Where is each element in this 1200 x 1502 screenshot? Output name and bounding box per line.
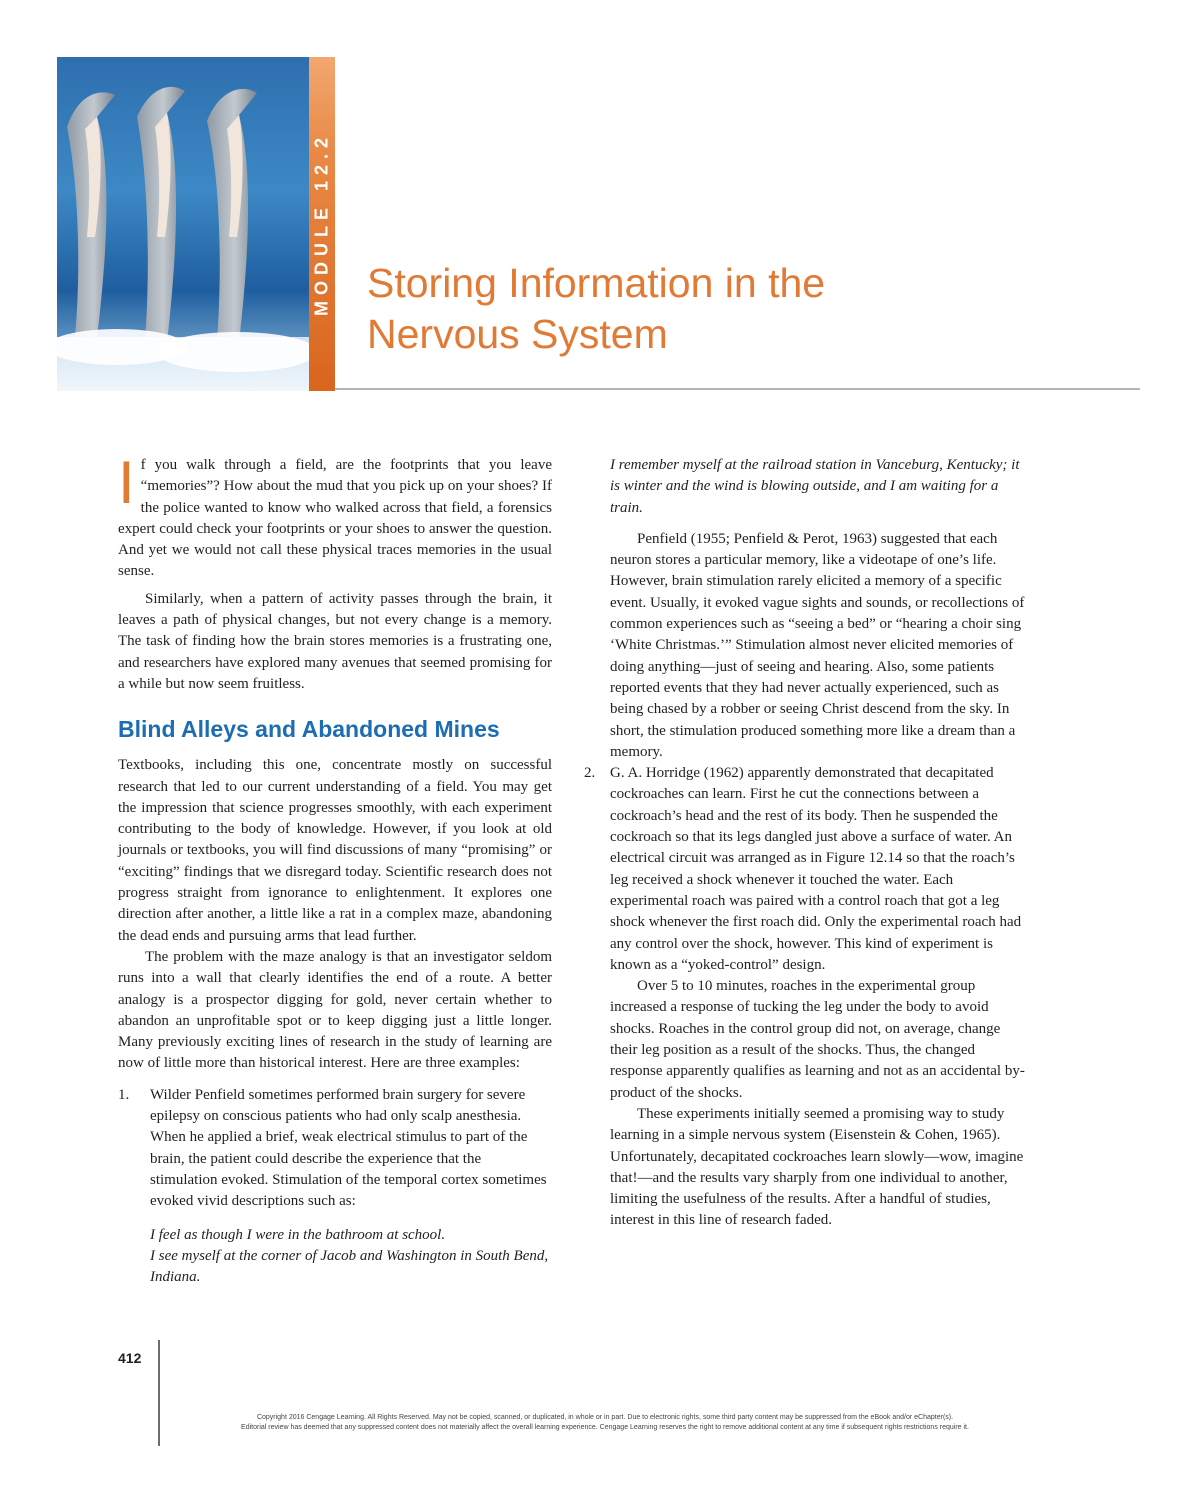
page-title xyxy=(367,258,1127,360)
paragraph: Textbooks, including this one, concentrate mostly on successful research that led to our current understanding of a field. You may get the impression that science progresses smoothly, with each experiment contributing to the body of knowledge. However, if you look at old journals or textbooks, you will find discussions of many “promising” or “exciting” findings that we disregard today. Scientific research does not progress straight from ignorance to enlightenment. It explores one direction after another, a little like a rat in a complex maze, abandoning the dead ends and pursuing arms that lead further. xyxy=(118,757,552,944)
quote: I see myself at the corner of Jacob and Washington in South Bend, Indiana. xyxy=(150,1247,549,1286)
paragraph: These experiments initially seemed a promising way to study learning in a simple nervous system (Eisenstein & Cohen, 1965). Unfortunately, decapitated cockroaches learn slowly—wow, imagine that!—and the results vary sharply from one individual to another, limiting the usefulness of the results. After a handful of studies, interest in this line of research faded. xyxy=(610,1105,1024,1229)
dolphins-photo xyxy=(57,57,309,391)
intro-text: f you walk through a field, are the footprints that you leave “memories”? How about the mud that you pick up on your shoes? If the police wanted to know who walked across that field, a forensics expert could check your footprints or your shoes to answer the question. And yet we would not call these physical traces memories in the usual sense. xyxy=(118,457,552,580)
paragraph: The problem with the maze analogy is that an investigator seldom runs into a wall that clearly identifies the end of a route. A better analogy is a prospector digging for gold, never certain whether to abandon an unprofitable spot or to keep digging just a little longer. Many previously exciting lines of research in the study of learning are now of little more than historical interest. Here are three examples: xyxy=(118,948,552,1072)
drop-cap: I xyxy=(118,449,135,516)
list-number: 2. xyxy=(584,765,596,782)
footer-divider xyxy=(158,1340,160,1446)
module-band xyxy=(309,57,335,391)
page-number: 412 xyxy=(118,1350,142,1366)
module-label: MODULE 12.2 xyxy=(311,131,332,317)
title-line-1: Storing Information in the xyxy=(367,260,826,306)
copyright-line-1: Copyright 2016 Cengage Learning. All Rights Reserved. May not be copied, scanned, or duplicated, in whole or in part. Due to electronic rights, some third party content may be suppressed from the eBook and/or eChapter(s). xyxy=(256,1414,954,1421)
paragraph: Similarly, when a pattern of activity passes through the brain, it leaves a path of physical changes, but not every change is a memory. The task of finding how the brain stores memories is a frustrating one, and researchers have explored many avenues that seemed promising for a while but now seem fruitless. xyxy=(118,590,552,692)
quote: I feel as though I were in the bathroom at school. xyxy=(150,1226,446,1243)
paragraph: Over 5 to 10 minutes, roaches in the experimental group increased a response of tucking the leg under the body to avoid shocks. Roaches in the control group did not, on average, change their leg position as a result of the shocks. Thus, the changed response apparently qualifies as learning and not as an accidental by-product of the shocks. xyxy=(610,978,1025,1101)
right-column xyxy=(584,455,1025,1232)
list-item-text: Wilder Penfield sometimes performed brain surgery for severe epilepsy on conscious patients who had only scalp anesthesia. When he applied a brief, weak electrical stimulus to part of the brain, the patient could describe the experience that the stimulation evoked. Stimulation of the temporal cortex sometimes evoked vivid descriptions such as: xyxy=(150,1086,547,1210)
title-line-2: Nervous System xyxy=(367,311,668,357)
intro-paragraph xyxy=(118,449,552,583)
copyright-line-2: Editorial review has deemed that any suppressed content does not materially affect the overall learning experience. Cengage Learning reserves the right to remove additional content at any time if subsequent rights restrictions require it. xyxy=(241,1424,969,1431)
left-column xyxy=(118,449,552,1288)
quote: I remember myself at the railroad station in Vanceburg, Kentucky; it is winter and the wind is blowing outside, and I am waiting for a train. xyxy=(610,457,1020,516)
list-item xyxy=(584,763,1025,976)
list-number: 1. xyxy=(118,1086,130,1103)
title-divider xyxy=(335,388,1140,390)
paragraph: Penfield (1955; Penfield & Perot, 1963) suggested that each neuron stores a particular memory, like a videotape of one’s life. However, brain stimulation rarely elicited a memory of a specific event. Usually, it evoked vague sights and sounds, or recollections of common experiences such as “seeing a bed” or “hearing a choir sing ‘White Christmas.’” Stimulation almost never elicited memories of doing anything—just of seeing and hearing. Also, some patients reported events that they had never actually experienced, such as being chased by a robber or seeing Christ descend from the sky. In short, the stimulation produced something more like a dream than a memory. xyxy=(610,530,1025,760)
quote-block xyxy=(150,1225,552,1289)
list-item-text: G. A. Horridge (1962) apparently demonstrated that decapitated cockroaches can learn. First he cut the connections between a cockroach’s head and the rest of its body. Then he suspended the cockroach so that its legs dangled just above a surface of water. An electrical circuit was arranged as in Figure 12.14 so that the roach’s leg received a shock whenever it touched the water. Each experimental roach was paired with a control roach that got a leg shock whenever the first roach did. Only the experimental roach had any control over the shock, however. This kind of experiment is known as a “yoked-control” design. xyxy=(610,765,1022,973)
copyright-footer xyxy=(165,1413,1045,1433)
section-heading: Blind Alleys and Abandoned Mines xyxy=(118,716,500,743)
list-item xyxy=(118,1085,552,1213)
